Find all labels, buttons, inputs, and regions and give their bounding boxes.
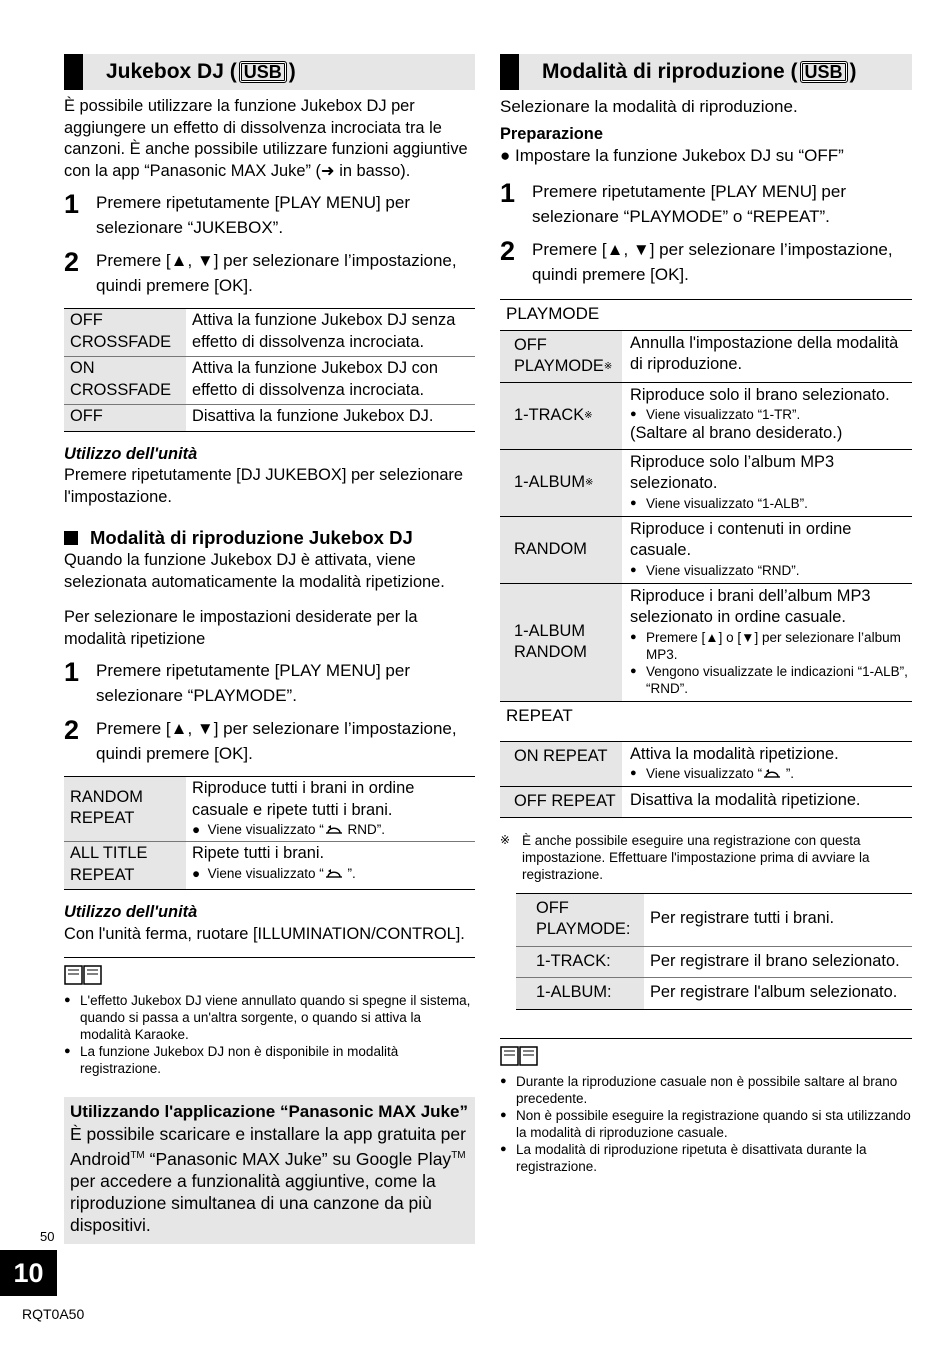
jukebox-intro: È possibile utilizzare la funzione Jukebox DJ per aggiungere un effetto di dissolvenza incrociata tra le canzoni. È anche possibile utilizzare funzioni aggiuntive con la app “Panasonic MAX Juke” (➜ in basso). bbox=[64, 97, 468, 180]
heading-bar bbox=[500, 54, 519, 90]
right-column bbox=[500, 54, 912, 1175]
repeat-icon bbox=[762, 768, 782, 780]
step-2: 2 Premere [▲, ▼] per selezionare l’impostazione, quindi premere [OK]. bbox=[500, 235, 893, 284]
table-row: 1-ALBUM: Per registrare l'album selezionato. bbox=[516, 978, 912, 1010]
footnote-mark: ※ bbox=[500, 832, 511, 847]
list-item: ● Non è possibile eseguire la registrazione quando si sta utilizzando la modalità di riproduzione casuale. bbox=[500, 1107, 912, 1141]
sub-paragraph-2: Per selezionare le impostazioni desiderate per la modalità ripetizione bbox=[64, 608, 418, 648]
heading-title: Modalità di riproduzione ( USB ) bbox=[542, 60, 857, 83]
usb-badge: USB bbox=[239, 61, 287, 83]
table-row: ALL TITLE REPEAT Ripete tutti i brani. ● Viene visualizzato “ ”. bbox=[64, 842, 475, 890]
list-item: ● L'effetto Jukebox DJ viene annullato quando si spegne il sistema, quando si passa a un'altra sorgente, o quando si attiva la modalità Karaoke. bbox=[64, 992, 475, 1043]
table-row: OFF PLAYMODE: Per registrare tutti i brani. bbox=[516, 893, 912, 946]
sub-paragraph-1: Quando la funzione Jukebox DJ è attivata, viene selezionata automaticamente la modalità ripetizione. bbox=[64, 551, 445, 591]
group-header: REPEAT bbox=[500, 701, 912, 741]
sub-heading: Modalità di riproduzione Jukebox DJ bbox=[64, 526, 475, 550]
page-number: 50 bbox=[40, 1229, 55, 1244]
table-row: 1-TRACK※ Riproduce solo il brano selezionato. ● Viene visualizzato “1-TR”. (Saltare al brano desiderato.) bbox=[500, 382, 912, 449]
jukebox-dj-heading bbox=[64, 54, 475, 90]
heading-title: Jukebox DJ ( USB ) bbox=[106, 60, 296, 83]
footnote bbox=[500, 832, 912, 883]
unit-usage-title: Utilizzo dell'unità bbox=[64, 903, 198, 921]
repeat-icon bbox=[324, 868, 344, 880]
chapter-tab: 10 bbox=[0, 1250, 57, 1296]
playmode-heading bbox=[500, 54, 912, 90]
list-item: ● La modalità di riproduzione ripetuta è disattivata durante la registrazione. bbox=[500, 1141, 912, 1175]
app-box-title: Utilizzando l'applicazione “Panasonic MAX Juke” bbox=[70, 1102, 468, 1121]
step-2: 2 Premere [▲, ▼] per selezionare l’impostazione, quindi premere [OK]. bbox=[64, 715, 457, 763]
footnote-text: È anche possibile eseguire una registrazione con questa impostazione. Effettuare l'impostazione prima di avviare la registrazione. bbox=[522, 832, 870, 882]
book-icon bbox=[500, 1045, 538, 1067]
crossfade-table bbox=[64, 308, 475, 432]
table-row: OFF Disattiva la funzione Jukebox DJ. bbox=[64, 405, 475, 432]
square-bullet-icon bbox=[64, 531, 78, 545]
repeat-icon bbox=[324, 824, 344, 836]
usb-badge: USB bbox=[800, 61, 848, 83]
playmode-intro: Selezionare la modalità di riproduzione. bbox=[500, 97, 798, 116]
step-1: 1 Premere ripetutamente [PLAY MENU] per selezionare “PLAYMODE” o “REPEAT”. bbox=[500, 177, 847, 226]
table-row: ON CROSSFADE Attiva la funzione Jukebox DJ con effetto di dissolvenza incrociata. bbox=[64, 357, 475, 405]
group-header: PLAYMODE bbox=[500, 299, 912, 330]
heading-bar bbox=[64, 54, 83, 90]
unit-usage-title: Utilizzo dell'unità bbox=[64, 444, 198, 463]
table-row: RANDOM REPEAT Riproduce tutti i brani in ordine casuale e ripete tutti i brani. ● Viene visualizzato “ RND”. bbox=[64, 777, 475, 842]
table-row: 1-ALBUM RANDOM Riproduce i brani dell’album MP3 selezionato in ordine casuale. ● Premere [▲] o [▼] per selezionare l’album MP3. ● Vengono visualizzate le indicazioni “1-ALB”, “RND”. bbox=[500, 583, 912, 701]
notes-box bbox=[64, 957, 475, 1077]
notes-box bbox=[500, 1038, 912, 1175]
document-code: RQT0A50 bbox=[22, 1306, 85, 1322]
step-1: 1 Premere ripetutamente [PLAY MENU] per selezionare “JUKEBOX”. bbox=[64, 189, 411, 237]
table-row: OFF PLAYMODE※ Annulla l'impostazione della modalità di riproduzione. bbox=[500, 330, 912, 382]
step-2: 2 Premere [▲, ▼] per selezionare l’impostazione, quindi premere [OK]. bbox=[64, 247, 457, 295]
table-row: ON REPEAT Attiva la modalità ripetizione. ● Viene visualizzato “ ”. bbox=[500, 741, 912, 787]
preparation-title: Preparazione bbox=[500, 124, 603, 143]
preparation-text: ● Impostare la funzione Jukebox DJ su “OFF” bbox=[500, 146, 844, 165]
app-box bbox=[64, 1097, 475, 1244]
display-note: ● Viene visualizzato “ RND”. bbox=[192, 822, 385, 837]
list-item: ● Durante la riproduzione casuale non è possibile saltare al brano precedente. bbox=[500, 1073, 912, 1107]
table-row: RANDOM Riproduce i contenuti in ordine casuale. ● Viene visualizzato “RND”. bbox=[500, 516, 912, 583]
table-row: 1-ALBUM※ Riproduce solo l’album MP3 selezionato. ● Viene visualizzato “1-ALB”. bbox=[500, 449, 912, 516]
left-column bbox=[64, 54, 475, 1244]
book-icon bbox=[64, 964, 102, 986]
app-box-text: È possibile scaricare e installare la app gratuita per Android™ “Panasonic MAX Juke” su Google Play™ per accedere a funzionalità aggiuntive, come la riproduzione simultanea di una canzone da più dispositivi. bbox=[70, 1124, 466, 1235]
step-1: 1 Premere ripetutamente [PLAY MENU] per selezionare “PLAYMODE”. bbox=[64, 657, 411, 705]
table-row: OFF REPEAT Disattiva la modalità ripetizione. bbox=[500, 787, 912, 818]
list-item: ● La funzione Jukebox DJ non è disponibile in modalità registrazione. bbox=[64, 1043, 475, 1077]
playmode-table bbox=[500, 299, 912, 818]
table-row: 1-TRACK: Per registrare il brano selezionato. bbox=[516, 946, 912, 978]
table-row: OFF CROSSFADE Attiva la funzione Jukebox DJ senza effetto di dissolvenza incrociata. bbox=[64, 309, 475, 357]
display-note: ● Viene visualizzato “ ”. bbox=[192, 865, 356, 881]
unit-usage-text: Con l'unità ferma, ruotare [ILLUMINATION/CONTROL]. bbox=[64, 924, 465, 943]
unit-usage-text: Premere ripetutamente [DJ JUKEBOX] per selezionare l'impostazione. bbox=[64, 466, 464, 506]
repeat-table bbox=[64, 776, 475, 890]
record-table bbox=[516, 893, 912, 1010]
notes-list bbox=[64, 992, 475, 1077]
notes-list bbox=[500, 1073, 912, 1175]
